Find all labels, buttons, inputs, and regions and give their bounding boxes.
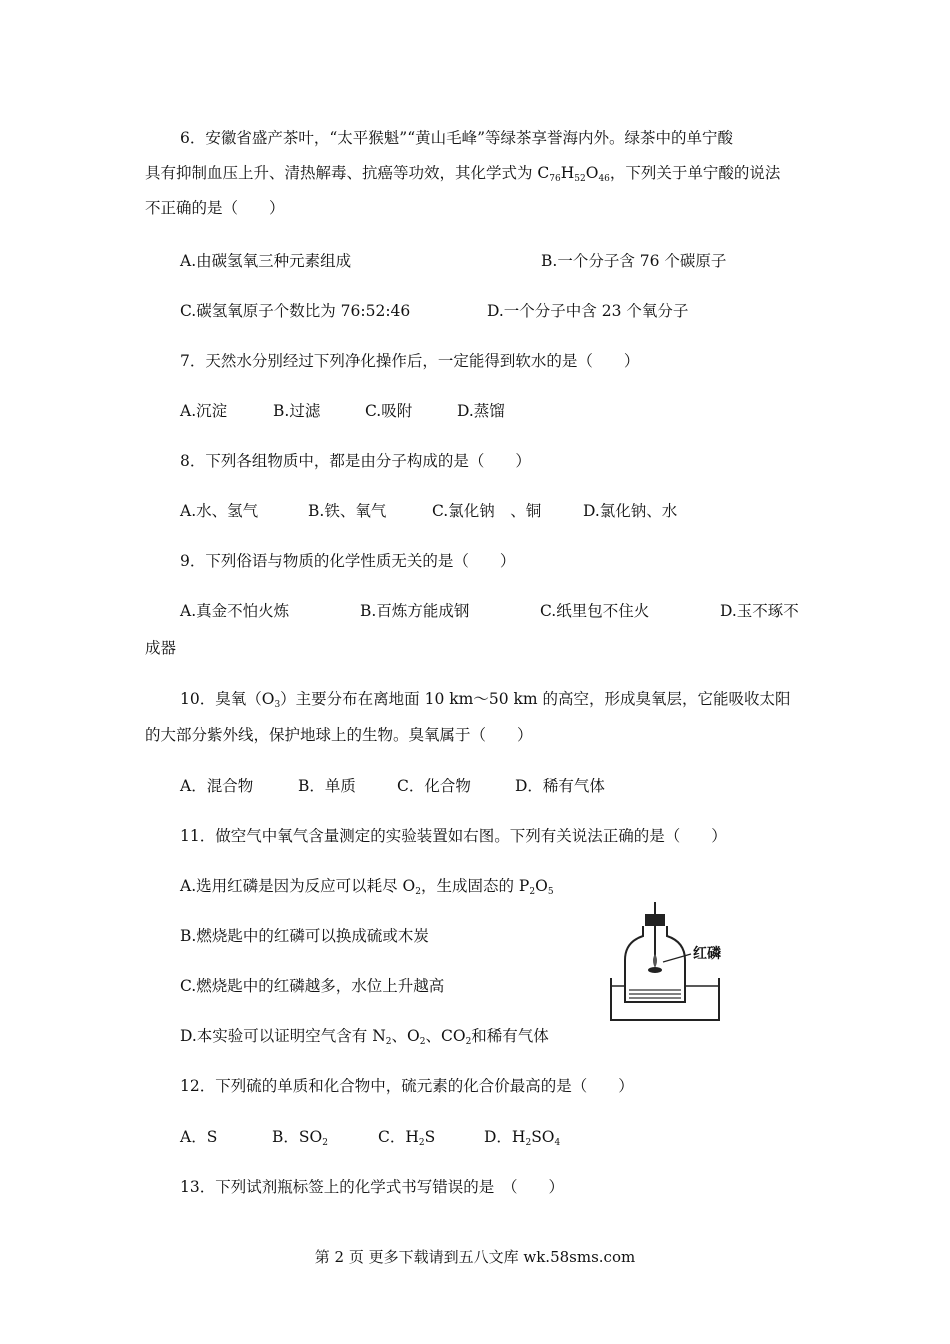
subscript: 76	[549, 174, 561, 184]
q6-stem-text: 具有抑制血压上升、清热解毒、抗癌等功效，其化学式为 C	[145, 164, 550, 182]
q11-option-a-text: ，生成固态的 P	[421, 877, 530, 895]
q8-option-d: D.氯化钠、水	[583, 502, 678, 520]
q6-stem-line3: 不正确的是（ ）	[145, 199, 285, 217]
formula-o: O	[585, 164, 599, 182]
subscript: 5	[547, 887, 554, 897]
q7-option-b: B.过滤	[273, 402, 321, 420]
q6-stem-line2	[145, 163, 780, 183]
q12-option-c	[378, 1127, 435, 1147]
q9-option-d-continued: 成器	[145, 639, 177, 657]
q11-option-d-text: 、CO	[425, 1027, 466, 1045]
q11-option-d-text: 和稀有气体	[471, 1027, 549, 1045]
q7-option-d: D.蒸馏	[457, 402, 505, 420]
q10-stem-text: ）主要分布在离地面 10 km～50 km 的高空，形成臭氧层，它能吸收太阳	[280, 690, 791, 708]
q10-option-a: A．混合物	[180, 777, 254, 795]
subscript: 2	[415, 887, 421, 897]
q11-option-a-text: A.选用红磷是因为反应可以耗尽 O	[180, 877, 416, 895]
q6-option-a: A.由碳氢氧三种元素组成	[180, 252, 352, 270]
q9-option-c: C.纸里包不住火	[540, 602, 650, 620]
q10-stem-line2: 的大部分紫外线，保护地球上的生物。臭氧属于（ ）	[145, 726, 533, 744]
red-phosphorus-label: 红磷	[693, 946, 721, 962]
q11-option-d-text: D.本实验可以证明空气含有 N	[180, 1027, 386, 1045]
subscript: 2	[322, 1138, 328, 1148]
q11-option-d-text: 、O	[391, 1027, 420, 1045]
subscript: 2	[419, 1037, 426, 1047]
q12-option-b	[272, 1127, 328, 1147]
subscript: 3	[274, 700, 281, 710]
q11-option-c: C.燃烧匙中的红磷越多，水位上升越高	[180, 977, 445, 995]
q7-option-a: A.沉淀	[180, 402, 228, 420]
q7-stem: 7．天然水分别经过下列净化操作后，一定能得到软水的是（ ）	[180, 352, 640, 370]
q9-option-b: B.百炼方能成钢	[360, 602, 470, 620]
subscript: 46	[598, 174, 610, 184]
subscript: 2	[525, 1138, 532, 1148]
subscript: 52	[574, 174, 586, 184]
subscript: 2	[385, 1037, 392, 1047]
q8-option-a: A.水、氢气	[180, 502, 259, 520]
formula-o: O	[535, 877, 548, 895]
rubber-stopper	[645, 914, 665, 926]
q6-option-b: B.一个分子含 76 个碳原子	[541, 252, 727, 270]
page-footer: 第 2 页 更多下载请到五八文库 wk.58sms.com	[314, 1248, 636, 1266]
q9-stem: 9．下列俗语与物质的化学性质无关的是（ ）	[180, 552, 516, 570]
q12-option-d-text: SO	[531, 1128, 555, 1146]
q6-stem-line1: 6．安徽省盛产茶叶，“太平猴魁”“黄山毛峰”等绿茶享誉海内外。绿茶中的单宁酸	[180, 129, 734, 147]
subscript: 2	[418, 1138, 425, 1148]
q10-option-d: D．稀有气体	[515, 777, 605, 795]
q12-option-d-text: D．H	[484, 1128, 526, 1146]
subscript: 2	[529, 887, 536, 897]
q9-option-d: D.玉不琢不	[720, 602, 799, 620]
subscript: 4	[554, 1138, 561, 1148]
water-hatching	[629, 990, 681, 998]
q12-option-d	[484, 1127, 560, 1147]
q10-option-c: C．化合物	[397, 777, 471, 795]
q7-option-c: C.吸附	[365, 402, 413, 420]
q11-stem: 11．做空气中氧气含量测定的实验装置如右图。下列有关说法正确的是（ ）	[180, 827, 727, 845]
q11-option-a	[180, 876, 554, 896]
q8-option-b: B.铁、氧气	[308, 502, 387, 520]
q12-stem: 12．下列硫的单质和化合物中，硫元素的化合价最高的是（ ）	[180, 1077, 634, 1095]
q6-option-c: C.碳氢氧原子个数比为 76:52:46	[180, 302, 411, 320]
q10-stem-text: 10．臭氧（O	[180, 690, 275, 708]
q8-stem: 8．下列各组物质中，都是由分子构成的是（ ）	[180, 452, 531, 470]
q12-option-c-text: S	[424, 1128, 436, 1146]
q9-option-a: A.真金不怕火炼	[180, 602, 290, 620]
formula-h: H	[560, 164, 575, 182]
q11-option-d	[180, 1026, 549, 1046]
q11-option-b: B.燃烧匙中的红磷可以换成硫或木炭	[180, 927, 429, 945]
q12-option-a: A．S	[180, 1128, 218, 1146]
q12-option-b-text: B．SO	[272, 1128, 323, 1146]
q8-option-c: C.氯化钠 、铜	[432, 502, 542, 520]
oxygen-experiment-apparatus-figure	[603, 898, 743, 1028]
q6-option-d: D.一个分子中含 23 个氧分子	[487, 302, 689, 320]
subscript: 2	[465, 1037, 472, 1047]
q12-option-c-text: C．H	[378, 1128, 419, 1146]
q10-option-b: B．单质	[298, 777, 356, 795]
q10-stem-line1	[180, 689, 791, 709]
q13-stem: 13．下列试剂瓶标签上的化学式书写错误的是 （ ）	[180, 1178, 564, 1196]
combustion-spoon	[648, 967, 662, 973]
flame-icon	[653, 954, 657, 968]
water-trough	[611, 978, 719, 1020]
label-pointer	[663, 954, 691, 962]
q6-stem-text: ，下列关于单宁酸的说法	[609, 164, 781, 182]
